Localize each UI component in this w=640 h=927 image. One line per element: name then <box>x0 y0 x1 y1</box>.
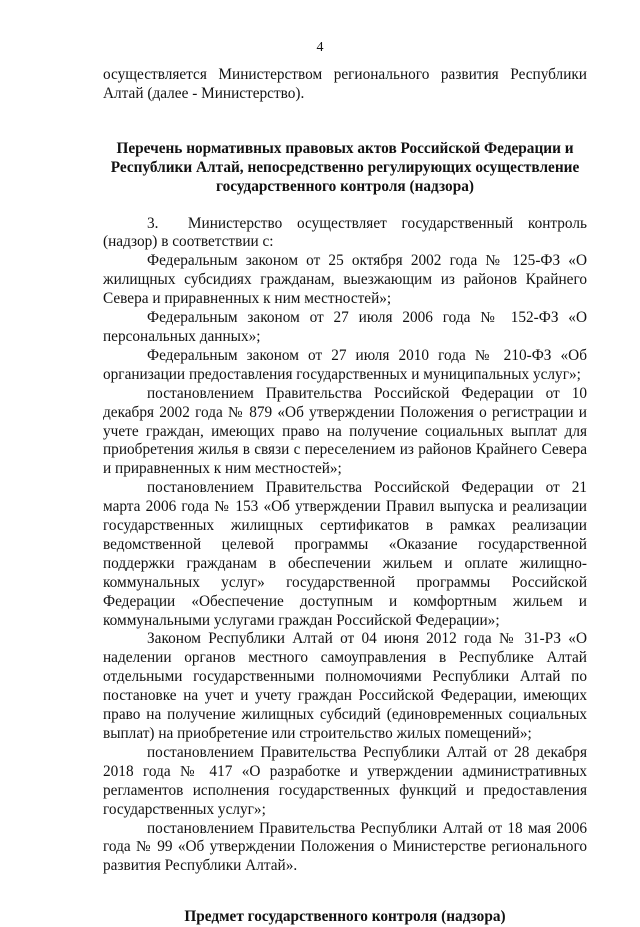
legal-act-item: постановлением Правительства Российской Федерации от 10 декабря 2002 года № 879 «Об утверждении Положения о регистрации и учете граждан, имеющих право на получение социальных выплат для приобретения жилья в связи с переселением из районов Крайнего Севера и приравненных к ним местностей»; <box>103 384 587 478</box>
legal-act-item: постановлением Правительства Республики Алтай от 18 мая 2006 года № 99 «Об утверждении Положения о Министерстве регионального развития Республики Алтай». <box>103 819 587 875</box>
legal-act-item: Федеральным законом от 27 июля 2006 года № 152-ФЗ «О персональных данных»; <box>103 309 587 345</box>
page-number: 4 <box>316 40 324 55</box>
legal-act-item: Федеральным законом от 27 июля 2010 года № 210-ФЗ «Об организации предоставления государственных и муниципальных услуг»; <box>103 346 587 383</box>
legal-act-item: постановлением Правительства Российской Федерации от 21 марта 2006 года № 153 «Об утверждении Правил выпуска и реализации государственных жилищных сертификатов в рамках реализации ведомственной целевой программы «Оказание государственной поддержки гражданам в обеспечении жильем и оплате жилищно-коммунальных услуг» государственной программы Российской Федерации «Обеспечение доступным и комфортным жильем и коммунальными услугами граждан Российской Федерации»; <box>103 479 587 629</box>
document-body <box>103 66 587 927</box>
section-heading-legal-acts: Перечень нормативных правовых актов Российской Федерации и Республики Алтай, непосредственно регулирующих осуществление государственного контроля (надзора) <box>110 139 580 195</box>
legal-act-item: Законом Республики Алтай от 04 июня 2012 года № 31-РЗ «О наделении органов местного самоуправления в Республике Алтай отдельными государственными полномочиями Республики Алтай по постановке на учет и учету граждан Российской Федерации, имеющих право на получение жилищных субсидий (единовременных социальных выплат) на приобретение или строительство жилых помещений»; <box>103 630 587 742</box>
paragraph-3: 3. Министерство осуществляет государственный контроль (надзор) в соответствии с: <box>103 214 587 251</box>
legal-act-item: постановлением Правительства Республики Алтай от 28 декабря 2018 года № 417 «О разработке и утверждении административных регламентов исполнения государственных функций и предоставления государственных услуг»; <box>103 743 587 818</box>
continuation-paragraph: осуществляется Министерством регионального развития Республики Алтай (далее - Министерство). <box>103 66 587 102</box>
legal-act-item: Федеральным законом от 25 октября 2002 года № 125-ФЗ «О жилищных субсидиях гражданам, выезжающим из районов Крайнего Севера и приравненных к ним местностей»; <box>103 252 587 308</box>
section-heading-subject: Предмет государственного контроля (надзора) <box>184 908 506 926</box>
